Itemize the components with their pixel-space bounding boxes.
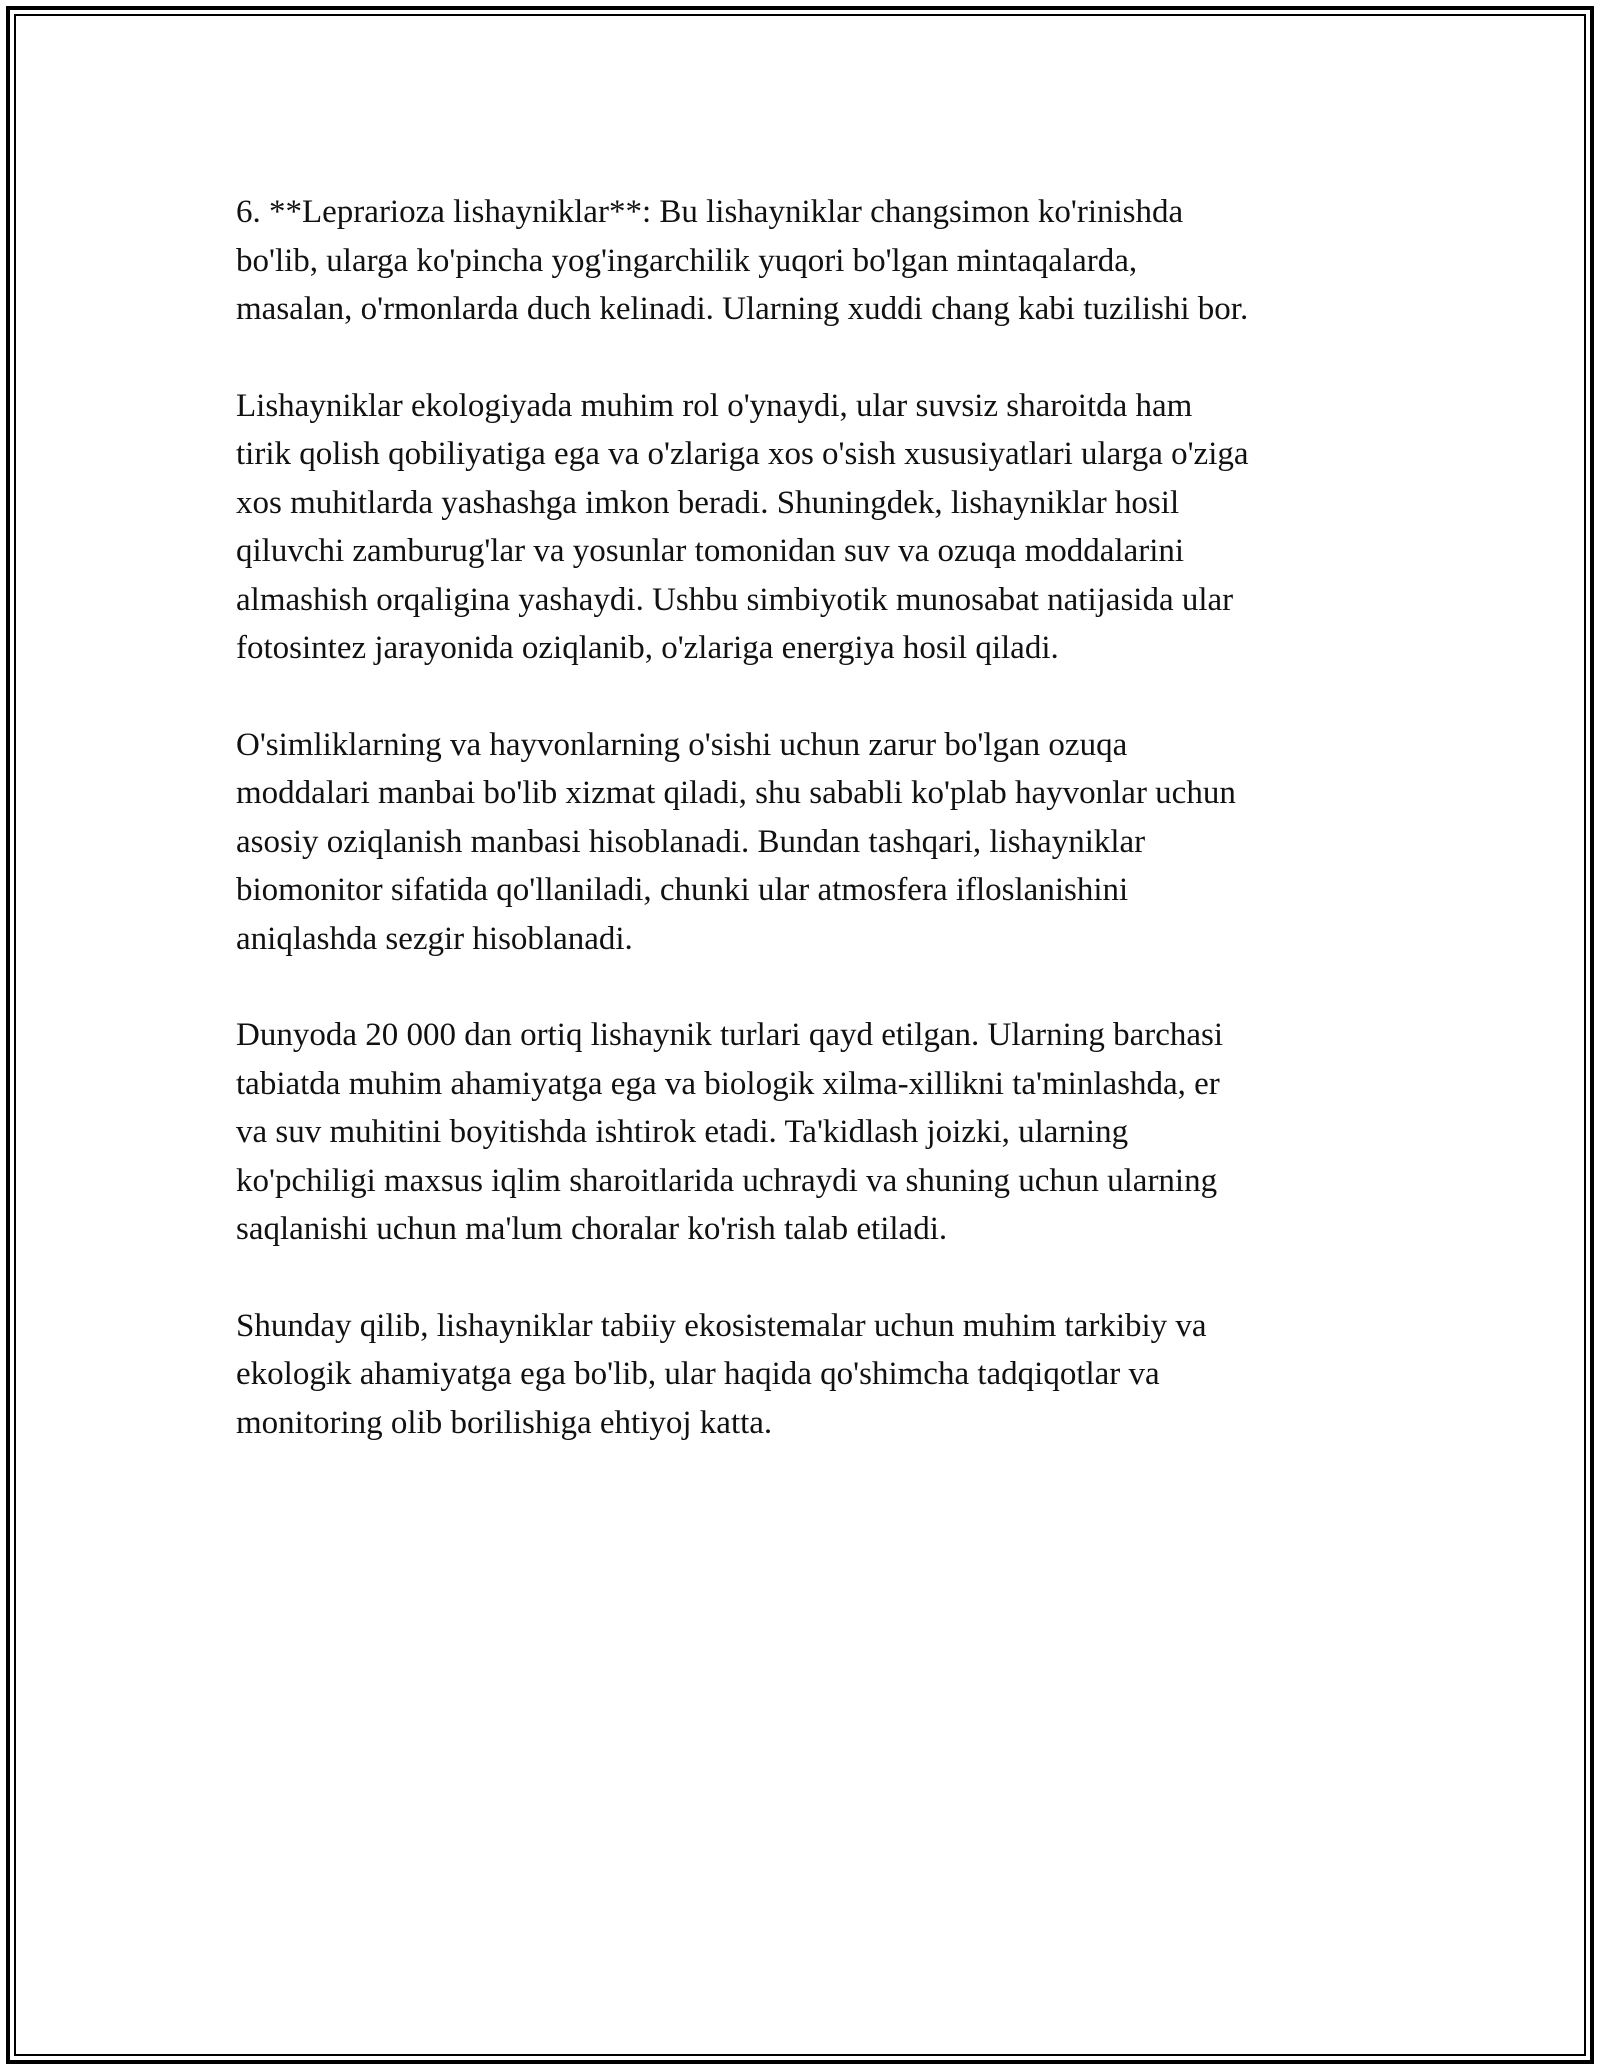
- paragraph-species-count: Dunyoda 20 000 dan ortiq lishaynik turlari qayd etilgan. Ularning barchasi tabiatda muhim ahamiyatga ega va biologik xilma-xillikni ta'minlashda, er va suv muhitini boyitishda ishtirok etadi. Ta'kidlash joizki, ularning ko'pchiligi maxsus iqlim sharoitlarida uchraydi va shuning uchun ularning saqlanishi uchun ma'lum choralar ko'rish talab etiladi.: [236, 1017, 1224, 1247]
- document-body: [236, 188, 1386, 1495]
- paragraph-nutrient-source: O'simliklarning va hayvonlarning o'sishi uchun zarur bo'lgan ozuqa moddalari manbai bo'lib xizmat qiladi, shu sababli ko'plab hayvonlar uchun asosiy oziqlanish manbasi hisoblanadi. Bundan tashqari, lishayniklar biomonitor sifatida qo'llaniladi, chunki ular atmosfera ifloslanishini aniqlashda sezgir hisoblanadi.: [236, 726, 1236, 957]
- paragraph-leprarioza: 6. **Leprarioza lishayniklar**: Bu lishayniklar changsimon ko'rinishda bo'lib, ularga ko'pincha yog'ingarchilik yuqori bo'lgan mintaqalarda, masalan, o'rmonlarda duch kelinadi. Ularning xuddi chang kabi tuzilishi bor.: [236, 194, 1249, 327]
- paragraph-ecology-role: Lishayniklar ekologiyada muhim rol o'ynaydi, ular suvsiz sharoitda ham tirik qolish qobiliyatiga ega va o'zlariga xos o'sish xususiyatlari ularga o'ziga xos muhitlarda yashashga imkon beradi. Shuningdek, lishayniklar hosil qiluvchi zamburug'lar va yosunlar tomonidan suv va ozuqa moddalarini almashish orqaligina yashaydi. Ushbu simbiyotik munosabat natijasida ular fotosintez jarayonida oziqlanib, o'zlariga energiya hosil qiladi.: [236, 387, 1249, 666]
- paragraph-conclusion: Shunday qilib, lishayniklar tabiiy ekosistemalar uchun muhim tarkibiy va ekologik ahamiyatga ega bo'lib, ular haqida qo'shimcha tadqiqotlar va monitoring olib borilishiga ehtiyoj katta.: [236, 1307, 1207, 1441]
